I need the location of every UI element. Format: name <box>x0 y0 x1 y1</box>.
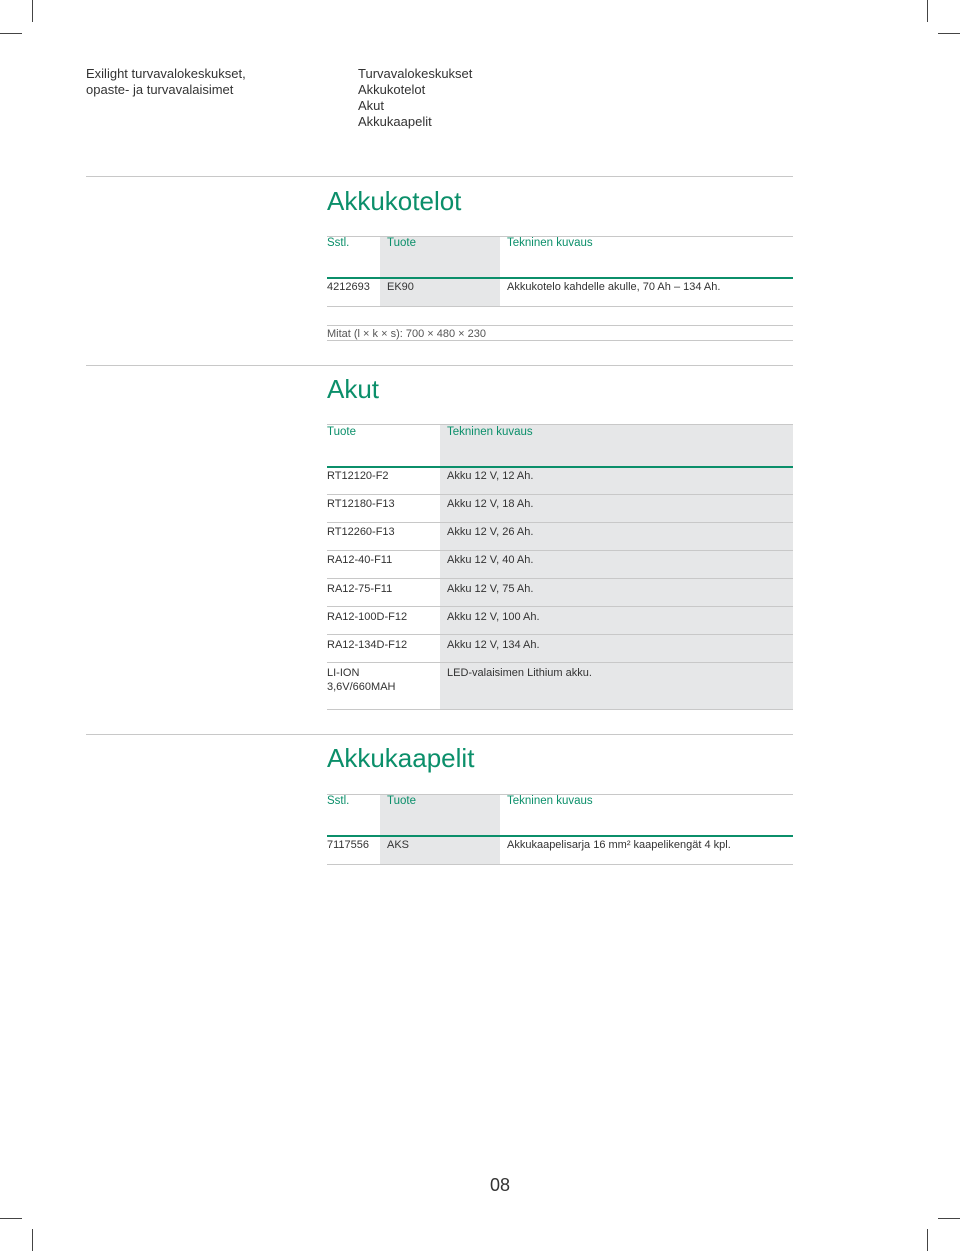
cell-kuvaus: Akku 12 V, 134 Ah. <box>447 639 540 651</box>
cell-tuote: RT12120-F2 <box>327 470 389 482</box>
row-divider <box>327 606 793 607</box>
cell-tuote <box>327 666 395 694</box>
cell-sstl: 7117556 <box>327 839 370 851</box>
dimensions-text: Mitat (l × k × s): 700 × 480 × 230 <box>327 328 486 340</box>
table-bottom-rule <box>327 709 793 710</box>
crop-mark <box>938 1218 960 1219</box>
cell-kuvaus: Akku 12 V, 18 Ah. <box>447 498 534 510</box>
cell-kuvaus: Akku 12 V, 12 Ah. <box>447 470 534 482</box>
dimensions-rule-bottom <box>327 340 793 341</box>
row-divider <box>327 662 793 663</box>
cell-tuote: EK90 <box>387 281 414 293</box>
section-divider <box>86 734 793 735</box>
crop-mark <box>927 0 928 22</box>
header-category-line: Exilight turvavalokeskukset, <box>86 66 246 81</box>
crop-mark <box>0 1218 22 1219</box>
table-bottom-rule <box>327 864 793 865</box>
cell-kuvaus: Akkukaapelisarja 16 mm² kaapelikengät 4 kpl. <box>507 839 731 851</box>
cell-kuvaus: Akku 12 V, 75 Ah. <box>447 583 534 595</box>
cell-tuote: RA12-100D-F12 <box>327 611 408 623</box>
row-divider <box>327 494 793 495</box>
crop-mark <box>938 33 960 34</box>
cell-tuote: RT12180-F13 <box>327 498 395 510</box>
section-title-akkukotelot: Akkukotelot <box>327 186 462 216</box>
section-title-akkukaapelit: Akkukaapelit <box>327 743 475 773</box>
row-divider <box>327 578 793 579</box>
column-header-tuote: Tuote <box>387 237 416 249</box>
column-header-kuvaus: Tekninen kuvaus <box>507 237 593 249</box>
cell-kuvaus: Akku 12 V, 26 Ah. <box>447 526 534 538</box>
cell-kuvaus: Akku 12 V, 40 Ah. <box>447 554 534 566</box>
section-divider <box>86 365 793 366</box>
section-divider <box>86 176 793 177</box>
column-header-sstl: Sstl. <box>327 795 350 807</box>
column-header-tuote: Tuote <box>387 795 416 807</box>
cell-kuvaus: LED-valaisimen Lithium akku. <box>447 667 592 679</box>
row-divider <box>327 550 793 551</box>
toc-item: Akkukotelot <box>358 82 426 97</box>
cell-tuote: RA12-134D-F12 <box>327 639 408 651</box>
header-toc <box>358 66 472 130</box>
row-divider <box>327 522 793 523</box>
table-bottom-rule <box>327 306 793 307</box>
cell-tuote-line: 3,6V/660MAH <box>327 681 396 693</box>
row-divider <box>327 634 793 635</box>
column-header-sstl: Sstl. <box>327 237 350 249</box>
cell-kuvaus: Akkukotelo kahdelle akulle, 70 Ah – 134 Ah. <box>507 281 721 293</box>
crop-mark <box>927 1229 928 1251</box>
dimensions-rule-top <box>327 325 793 326</box>
column-header-tuote: Tuote <box>327 426 356 438</box>
cell-tuote: RT12260-F13 <box>327 526 395 538</box>
cell-tuote: RA12-75-F11 <box>327 583 393 595</box>
cell-tuote: RA12-40-F11 <box>327 554 393 566</box>
table-header-underline <box>327 466 793 468</box>
toc-item: Akkukaapelit <box>358 114 432 129</box>
crop-mark <box>32 1229 33 1251</box>
page-number: 08 <box>490 1175 511 1195</box>
column-header-kuvaus: Tekninen kuvaus <box>507 795 593 807</box>
column-header-kuvaus: Tekninen kuvaus <box>447 426 533 438</box>
cell-tuote-line: LI-ION <box>327 667 360 679</box>
table-header-underline <box>327 277 793 279</box>
cell-kuvaus: Akku 12 V, 100 Ah. <box>447 611 540 623</box>
crop-mark <box>32 0 33 22</box>
section-title-akut: Akut <box>327 374 380 404</box>
header-category-line: opaste- ja turvavalaisimet <box>86 82 234 97</box>
cell-sstl: 4212693 <box>327 281 370 293</box>
header-category <box>86 66 246 98</box>
crop-mark <box>0 33 22 34</box>
toc-item: Turvavalokeskukset <box>358 66 473 81</box>
cell-tuote: AKS <box>387 839 410 851</box>
table-header-underline <box>327 835 793 837</box>
toc-item: Akut <box>358 98 385 113</box>
